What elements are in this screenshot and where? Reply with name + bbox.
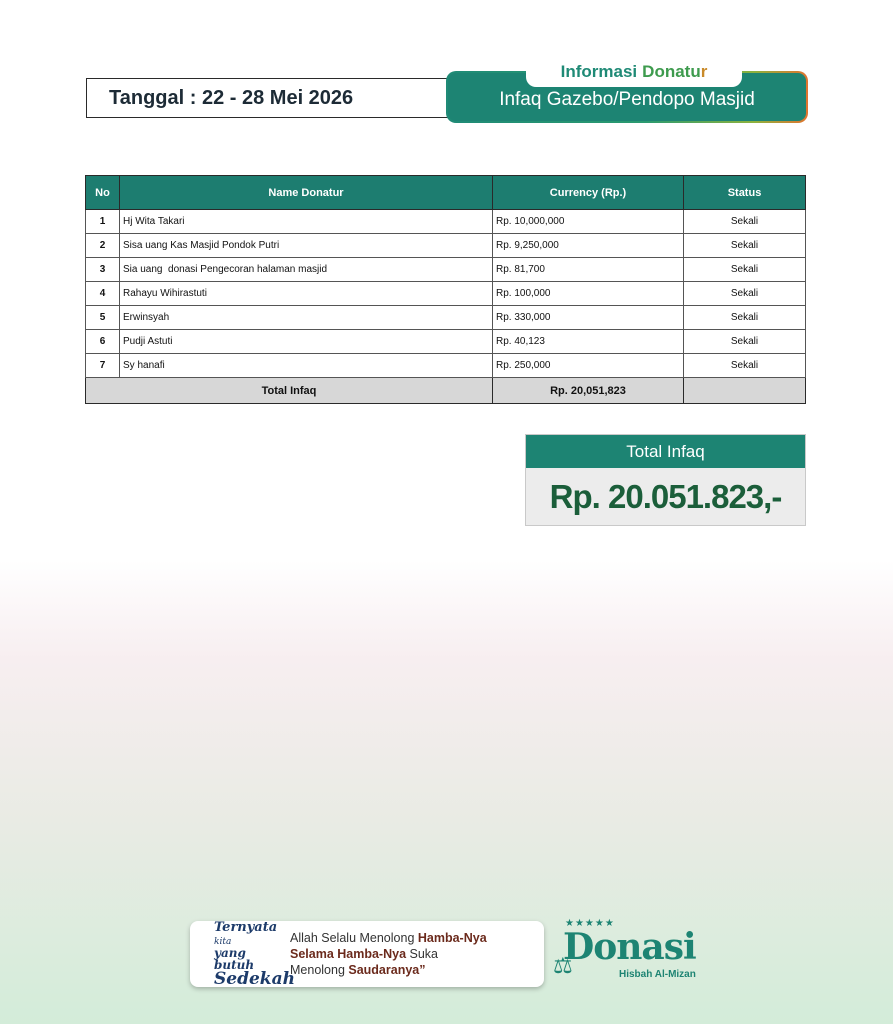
donor-table (85, 175, 806, 404)
quote-part-d: Suka (406, 947, 438, 961)
info-word-2 (642, 62, 707, 82)
row-no: 7 (86, 354, 120, 378)
total-infaq-card (525, 434, 806, 526)
row-no: 1 (86, 210, 120, 234)
quote-part-a: Allah Selalu Menolong (290, 931, 418, 945)
date-range-label: Tanggal : 22 - 28 Mei 2026 (109, 86, 354, 109)
info-donatur-tab (526, 57, 742, 87)
table-row (86, 330, 806, 354)
row-status: Sekali (684, 306, 806, 330)
campaign-title: Infaq Gazebo/Pendopo Masjid (448, 73, 806, 121)
total-infaq-label: Total Infaq (526, 435, 805, 468)
total-blank (684, 378, 806, 404)
row-status: Sekali (684, 330, 806, 354)
row-name: Sy hanafi (120, 354, 493, 378)
row-amount: Rp. 40,123 (493, 330, 684, 354)
row-amount: Rp. 81,700 (493, 258, 684, 282)
logo-wordmark: Donasi (563, 926, 696, 968)
row-no: 6 (86, 330, 120, 354)
table-total-row (86, 378, 806, 404)
table-row (86, 306, 806, 330)
row-status: Sekali (684, 354, 806, 378)
total-label: Total Infaq (86, 378, 493, 404)
column-header-name: Name Donatur (120, 176, 493, 210)
row-amount: Rp. 100,000 (493, 282, 684, 306)
table-row (86, 258, 806, 282)
info-word-2-tail: r (700, 62, 708, 81)
row-name: Sia uang donasi Pengecoran halaman masjid (120, 258, 493, 282)
balance-scale-icon: ⚖ (553, 954, 573, 979)
table-header-row (86, 176, 806, 210)
donasi-logo (553, 914, 708, 994)
column-header-no: No (86, 176, 120, 210)
quote-part-b: Hamba-Nya (417, 931, 487, 945)
column-header-status: Status (684, 176, 806, 210)
row-status: Sekali (684, 282, 806, 306)
slogan-logo (190, 919, 295, 989)
row-status: Sekali (684, 234, 806, 258)
row-amount: Rp. 9,250,000 (493, 234, 684, 258)
column-header-currency: Currency (Rp.) (493, 176, 684, 210)
table-row (86, 210, 806, 234)
row-name: Pudji Astuti (120, 330, 493, 354)
quote-card (190, 921, 544, 987)
row-no: 2 (86, 234, 120, 258)
row-no: 5 (86, 306, 120, 330)
quote-part-f: Saudaranya” (348, 963, 426, 977)
table-row (86, 234, 806, 258)
slogan-line-1: Ternyata (214, 919, 278, 935)
row-no: 3 (86, 258, 120, 282)
slogan-line-1-small: kita (214, 936, 232, 947)
row-name: Erwinsyah (120, 306, 493, 330)
date-range-box (86, 78, 466, 118)
logo-subtitle: Hisbah Al-Mizan (619, 969, 696, 980)
row-no: 4 (86, 282, 120, 306)
row-name: Rahayu Wihirastuti (120, 282, 493, 306)
quote-part-e: Menolong (290, 963, 349, 977)
row-status: Sekali (684, 258, 806, 282)
row-amount: Rp. 330,000 (493, 306, 684, 330)
quote-part-c: Selama Hamba-Nya (290, 947, 407, 961)
total-amount: Rp. 20,051,823 (493, 378, 684, 404)
row-name: Hj Wita Takari (120, 210, 493, 234)
table-row (86, 354, 806, 378)
row-status: Sekali (684, 210, 806, 234)
quote-text (290, 930, 487, 978)
total-infaq-amount: Rp. 20.051.823,- (549, 477, 782, 515)
row-amount: Rp. 250,000 (493, 354, 684, 378)
table-row (86, 282, 806, 306)
slogan-line-3: Sedekah (214, 968, 295, 989)
stars-icon: ★★★★★ (565, 918, 615, 929)
slogan-line-2: yang butuh (214, 945, 255, 972)
row-amount: Rp. 10,000,000 (493, 210, 684, 234)
info-word-1: Informasi (560, 62, 638, 81)
row-name: Sisa uang Kas Masjid Pondok Putri (120, 234, 493, 258)
info-word-2-head: Donatu (642, 62, 701, 81)
